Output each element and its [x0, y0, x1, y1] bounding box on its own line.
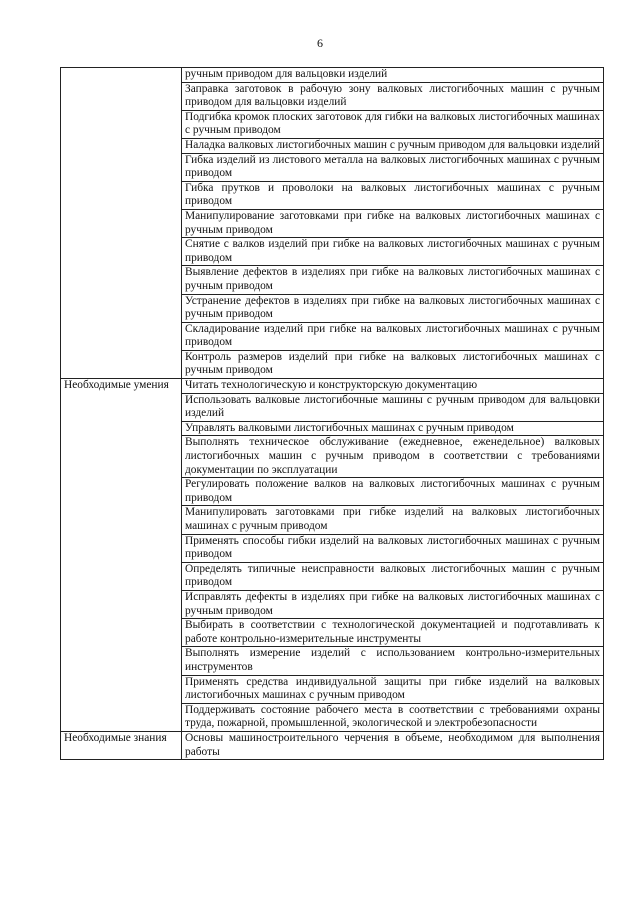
table-row [61, 68, 604, 83]
requirement-cell: Манипулирование заготовками при гибке на валковых листогибочных машинах с ручным приводом [182, 209, 604, 237]
requirement-cell: Регулировать положение валков на валковых листогибочных машинах с ручным приводом [182, 478, 604, 506]
requirement-cell: Контроль размеров изделий при гибке на валковых листогибочных машинах с ручным приводом [182, 350, 604, 378]
table-row [61, 379, 604, 394]
requirement-cell: Складирование изделий при гибке на валковых листогибочных машинах с ручным приводом [182, 322, 604, 350]
requirement-cell: Определять типичные неисправности валковых листогибочных машин с ручным приводом [182, 562, 604, 590]
requirement-cell: Поддерживать состояние рабочего места в соответствии с требованиями охраны труда, пожарной, промышленной, экологической и электробезопасности [182, 703, 604, 731]
requirement-cell: Гибка изделий из листового металла на валковых листогибочных машинах с ручным приводом [182, 153, 604, 181]
requirement-cell: Читать технологическую и конструкторскую документацию [182, 379, 604, 394]
requirement-cell: Выполнять техническое обслуживание (ежедневное, еженедельное) валковых листогибочных машин с ручным приводом в соответствии с требованиями документации по эксплуатации [182, 436, 604, 478]
requirement-cell: Заправка заготовок в рабочую зону валковых листогибочных машин с ручным приводом для вальцовки изделий [182, 82, 604, 110]
requirement-cell: Исправлять дефекты в изделиях при гибке на валковых листогибочных машинах с ручным приводом [182, 590, 604, 618]
requirement-cell: Гибка прутков и проволоки на валковых листогибочных машинах с ручным приводом [182, 181, 604, 209]
category-cell [61, 68, 182, 379]
requirement-cell: Выполнять измерение изделий с использованием контрольно-измерительных инструментов [182, 647, 604, 675]
category-cell: Необходимые знания [61, 731, 182, 759]
requirement-cell: Манипулировать заготовками при гибке изделий на валковых листогибочных машинах с ручным приводом [182, 506, 604, 534]
requirements-table [60, 67, 604, 760]
category-cell: Необходимые умения [61, 379, 182, 732]
requirement-cell: Применять средства индивидуальной защиты при гибке изделий на валковых листогибочных машинах с ручным приводом [182, 675, 604, 703]
requirement-cell: Применять способы гибки изделий на валковых листогибочных машинах с ручным приводом [182, 534, 604, 562]
requirement-cell: Снятие с валков изделий при гибке на валковых листогибочных машинах с ручным приводом [182, 238, 604, 266]
requirement-cell: Управлять валковыми листогибочных машинах с ручным приводом [182, 421, 604, 436]
requirement-cell: Выявление дефектов в изделиях при гибке на валковых листогибочных машинах с ручным приводом [182, 266, 604, 294]
requirement-cell: Использовать валковые листогибочные машины с ручным приводом для вальцовки изделий [182, 393, 604, 421]
requirement-cell: Подгибка кромок плоских заготовок для гибки на валковых листогибочных машинах с ручным приводом [182, 110, 604, 138]
requirement-cell: Устранение дефектов в изделиях при гибке на валковых листогибочных машинах с ручным приводом [182, 294, 604, 322]
requirement-cell: Наладка валковых листогибочных машин с ручным приводом для вальцовки изделий [182, 138, 604, 153]
requirement-cell: Основы машиностроительного черчения в объеме, необходимом для выполнения работы [182, 731, 604, 759]
requirement-cell: Выбирать в соответствии с технологической документацией и подготавливать к работе контрольно-измерительные инструменты [182, 619, 604, 647]
table-row [61, 731, 604, 759]
page-number: 6 [317, 36, 323, 50]
requirement-cell: ручным приводом для вальцовки изделий [182, 68, 604, 83]
